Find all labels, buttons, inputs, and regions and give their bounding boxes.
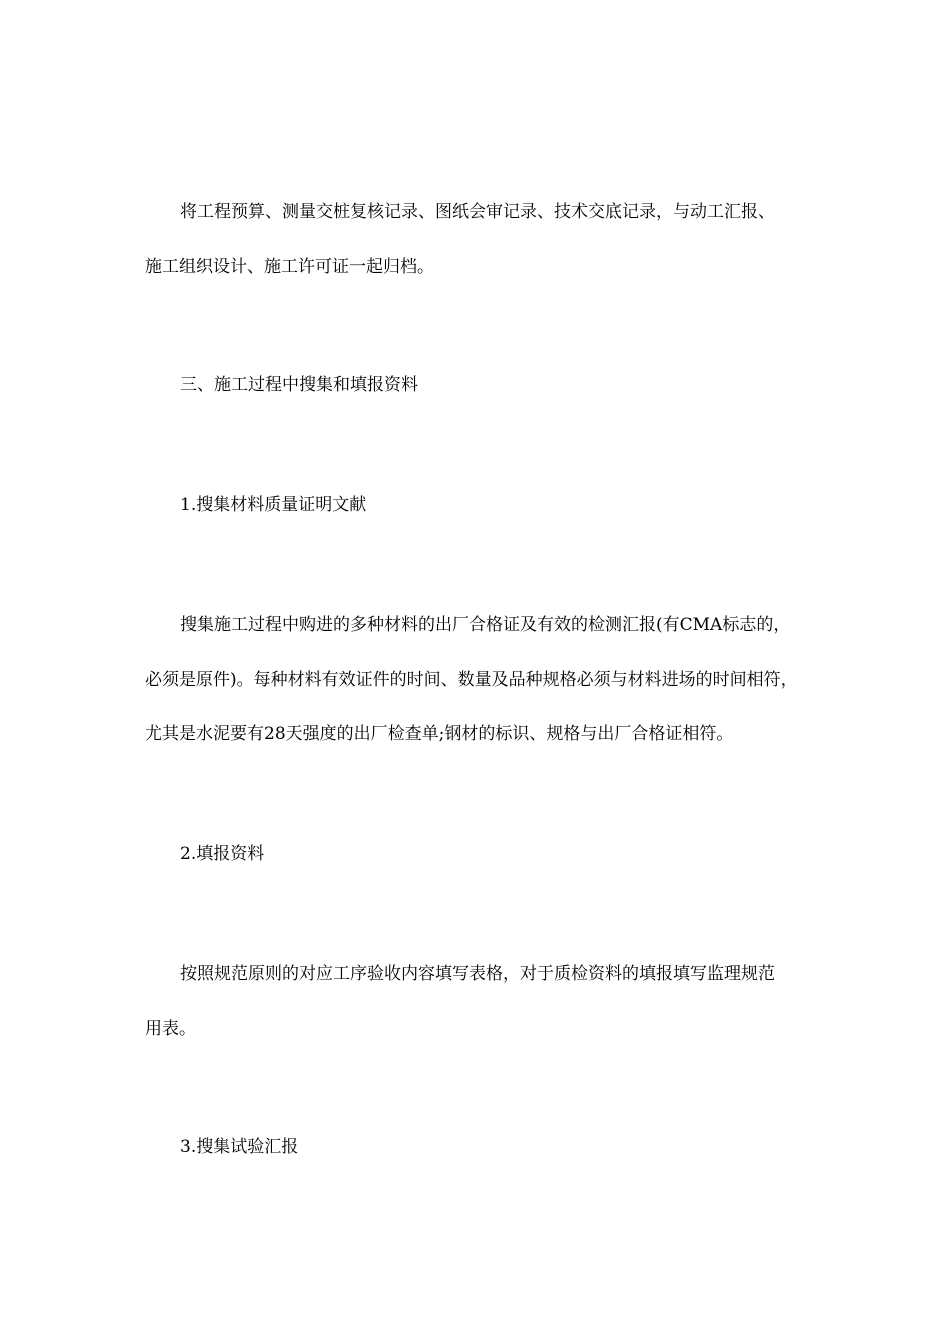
archive-paragraph-line-1: 将工程预算、测量交桩复核记录、图纸会审记录、技术交底记录，与动工汇报、 [180,202,775,222]
materials-paragraph-line-1: 搜集施工过程中购进的多种材料的出厂合格证及有效的检测汇报(有CMA标志的， [180,615,791,635]
item-3-heading: 3.搜集试验汇报 [180,1137,299,1157]
fill-paragraph-line-2: 用表。 [145,1019,196,1039]
materials-paragraph-line-3: 尤其是水泥要有28天强度的出厂检查单;钢材的标识、规格与出厂合格证相符。 [145,724,734,744]
section-3-heading: 三、施工过程中搜集和填报资料 [180,375,418,395]
fill-paragraph-line-1: 按照规范原则的对应工序验收内容填写表格，对于质检资料的填报填写监理规范 [180,964,775,984]
item-2-heading: 2.填报资料 [180,844,265,864]
materials-paragraph-line-2: 必须是原件)。每种材料有效证件的时间、数量及品种规格必须与材料进场的时间相符， [145,670,798,690]
archive-paragraph-line-2: 施工组织设计、施工许可证一起归档。 [145,257,434,277]
item-1-heading: 1.搜集材料质量证明文献 [180,495,367,515]
